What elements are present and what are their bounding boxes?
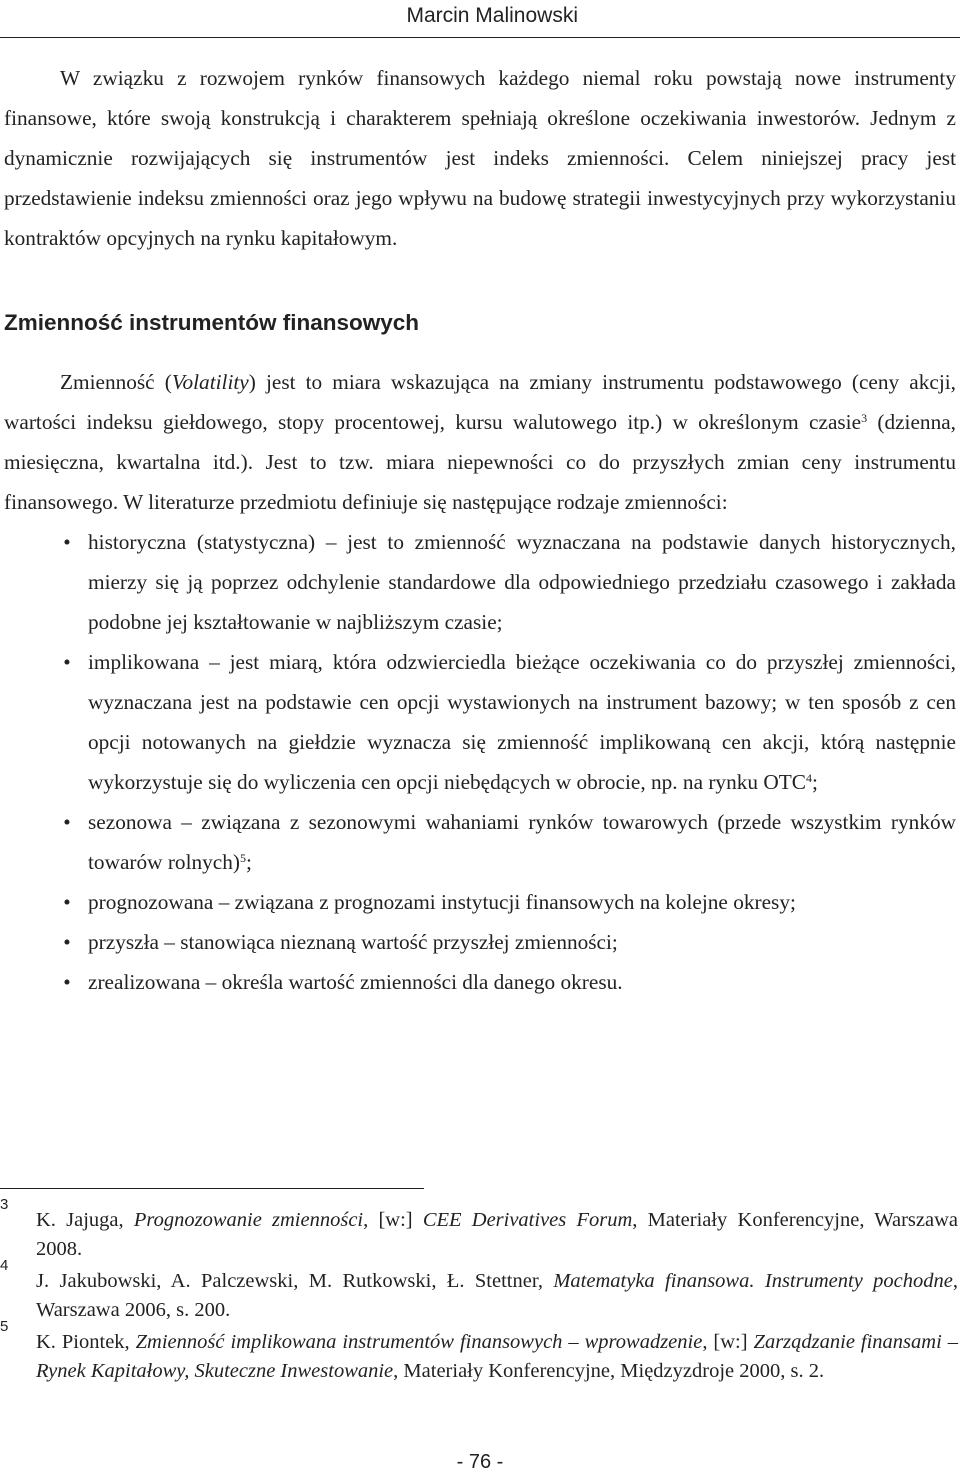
- list-item-text: historyczna (statystyczna) – jest to zmienność wyznaczana na podstawie danych historycznych, mierzy się ją poprzez odchylenie standardowe dla odpowiedniego przedziału czasowego i zakłada podobne jej kształtowanie w najbliższym czasie;: [88, 530, 956, 634]
- para2-text-c: (dzienna, miesięczna, kwartalna itd.). Jest to tzw. miara niepewności co do przyszłych zmian ceny instrumentu finansowego. W literaturze przedmiotu definiuje się następujące rodzaje zmienności:: [4, 410, 956, 514]
- list-item-historical: [63, 522, 956, 642]
- volatility-paragraph: [4, 362, 956, 522]
- footnote-5: [0, 1318, 958, 1386]
- list-item-tail: ;: [811, 770, 818, 794]
- section-heading: Zmienność instrumentów finansowych: [4, 310, 420, 335]
- footnote-number: 4: [0, 1257, 9, 1274]
- para2-italic-term: Volatility: [171, 370, 249, 394]
- footnote-text: J. Jakubowski, A. Palczewski, M. Rutkowski, Ł. Stettner,: [36, 1270, 554, 1292]
- intro-paragraph: W związku z rozwojem rynków finansowych każdego niemal roku powstają nowe instrumenty finansowe, które swoją konstrukcją i charakterem spełniają określone oczekiwania inwestorów. Jednym z dynamicznie rozwijających się instrumentów jest indeks zmienności. Celem niniejszej pracy jest przedstawienie indeksu zmienności oraz jego wpływu na budowę strategii inwestycyjnych przy wykorzystaniu kontraktów opcyjnych na rynku kapitałowym.: [4, 66, 956, 250]
- bullet-icon: •: [63, 530, 71, 554]
- footnote-ref-3: 3: [861, 410, 868, 425]
- footnote-3: [0, 1196, 959, 1264]
- list-item-text: przyszła – stanowiąca nieznaną wartość przyszłej zmienności;: [88, 930, 618, 954]
- footnote-text: , [w:]: [702, 1331, 754, 1353]
- footnote-text: , [w:]: [363, 1209, 423, 1231]
- footnote-rule: [0, 1188, 424, 1189]
- list-item-tail: ;: [246, 850, 252, 874]
- para2-text-a: Zmienność (: [60, 370, 172, 394]
- footnote-source: CEE Derivatives Forum: [422, 1209, 633, 1231]
- list-item-text: sezonowa – związana z sezonowymi wahaniami rynków towarowych (przede wszystkim rynków towarów rolnych): [88, 810, 956, 874]
- footnote-text: K. Jajuga,: [36, 1209, 134, 1231]
- footnote-4: [0, 1257, 958, 1325]
- footnote-text: , Materiały Konferencyjne, Warszawa 2008.: [36, 1209, 959, 1260]
- page-body: [4, 58, 956, 1002]
- footnote-text: , Warszawa 2006, s. 200.: [36, 1270, 958, 1321]
- list-item-implied: [63, 642, 956, 802]
- bullet-icon: •: [63, 890, 71, 914]
- list-item-seasonal: [63, 802, 956, 882]
- header-rule: [0, 37, 960, 38]
- list-item-realized: [63, 962, 956, 1002]
- bullet-icon: •: [63, 970, 71, 994]
- footnote-text: K. Piontek,: [36, 1331, 136, 1353]
- footnote-source: Zarządzanie finansami – Rynek Kapitałowy, Skuteczne Inwestowanie: [36, 1331, 958, 1382]
- bullet-icon: •: [63, 810, 71, 834]
- footnote-title: Zmienność implikowana instrumentów finansowych – wprowadzenie: [135, 1331, 703, 1353]
- volatility-types-list: [4, 522, 956, 1002]
- footnote-ref-4: 4: [805, 770, 812, 785]
- footnote-title: Matematyka finansowa. Instrumenty pochodne: [553, 1270, 953, 1292]
- list-item-forecast: [63, 882, 956, 922]
- footnotes: [0, 1196, 959, 1389]
- footnote-title: Prognozowanie zmienności: [133, 1209, 364, 1231]
- footnote-number: 3: [0, 1196, 9, 1213]
- list-item-text: zrealizowana – określa wartość zmienności dla danego okresu.: [88, 970, 623, 994]
- bullet-icon: •: [63, 650, 71, 674]
- list-item-text: prognozowana – związana z prognozami instytucji finansowych na kolejne okresy;: [88, 890, 796, 914]
- running-head: Marcin Malinowski: [406, 4, 578, 27]
- footnote-text: , Materiały Konferencyjne, Międzyzdroje 2000, s. 2.: [393, 1360, 825, 1382]
- footnote-ref-5: 5: [240, 850, 246, 865]
- list-item-future: [63, 922, 956, 962]
- list-item-text: implikowana – jest miarą, która odzwierciedla bieżące oczekiwania co do przyszłej zmienności, wyznaczana jest na podstawie cen opcji wystawionych na instrument bazowy; w ten sposób z cen opcji notowanych na giełdzie wyznacza się zmienność implikowaną cen akcji, którą następnie wykorzystuje się do wyliczenia cen opcji niebędących w obrocie, np. na rynku OTC: [88, 650, 956, 794]
- page-number: - 76 -: [456, 1451, 504, 1473]
- bullet-icon: •: [63, 930, 71, 954]
- footnote-number: 5: [0, 1318, 9, 1335]
- para2-text-b: ) jest to miara wskazująca na zmiany instrumentu podstawowego (ceny akcji, wartości indeksu giełdowego, stopy procentowej, kursu walutowego itp.) w określonym czasie: [4, 370, 956, 434]
